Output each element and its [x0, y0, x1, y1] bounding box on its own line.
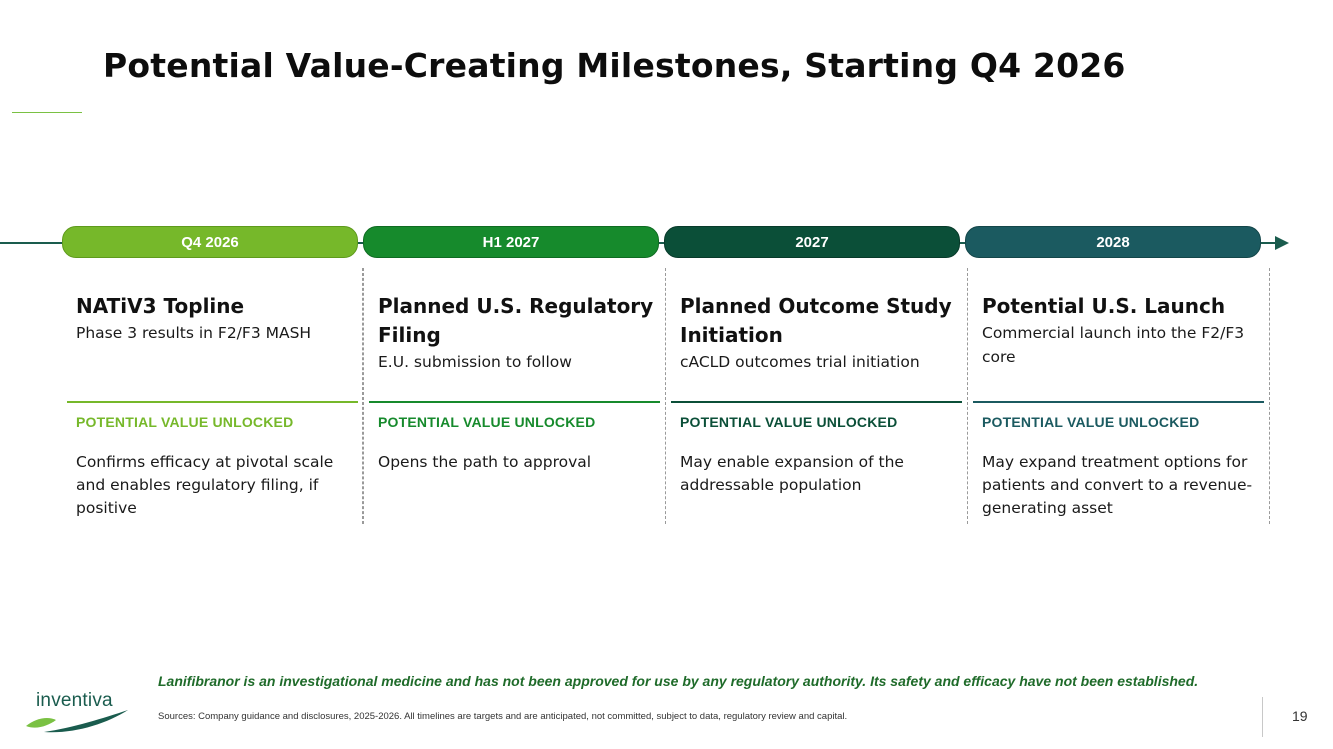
timeline-axis	[0, 224, 1333, 260]
value-description: May enable expansion of the addressable population	[680, 453, 904, 494]
milestone-column-4	[968, 268, 1270, 524]
value-unlocked-label: POTENTIAL VALUE UNLOCKED	[76, 414, 294, 430]
milestone-column-2	[364, 268, 666, 524]
milestone-heading: Planned Outcome Study Initiation	[680, 294, 952, 347]
milestone-heading: Planned U.S. Regulatory Filing	[378, 294, 654, 347]
milestone-heading: NATiV3 Topline	[76, 294, 245, 318]
milestone-column-1	[62, 268, 364, 524]
period-label: 2028	[1096, 233, 1130, 251]
timeline-arrow-icon	[1275, 236, 1289, 250]
value-description: Confirms efficacy at pivotal scale and enables regulatory filing, if positive	[76, 453, 334, 517]
page-number-divider	[1262, 697, 1263, 737]
section-separator	[671, 401, 962, 403]
period-label: Q4 2026	[181, 233, 239, 251]
section-separator	[973, 401, 1264, 403]
column-divider	[1269, 268, 1270, 524]
milestone-subtitle: Commercial launch into the F2/F3 core	[982, 324, 1245, 366]
milestone-subtitle: Phase 3 results in F2/F3 MASH	[76, 324, 312, 342]
value-description: May expand treatment options for patients and convert to a revenue-generating asset	[982, 453, 1253, 517]
section-separator	[369, 401, 660, 403]
value-unlocked-label: POTENTIAL VALUE UNLOCKED	[378, 414, 596, 430]
regulatory-disclaimer: Lanifibranor is an investigational medicine and has not been approved for use by any regulatory authority. Its safety and efficacy have not been established.	[158, 673, 1199, 689]
period-label: 2027	[795, 233, 829, 251]
slide-title: Potential Value-Creating Milestones, Starting Q4 2026	[103, 46, 1126, 85]
period-pill-2027	[664, 226, 960, 258]
milestone-subtitle: E.U. submission to follow	[378, 353, 572, 371]
value-unlocked-label: POTENTIAL VALUE UNLOCKED	[680, 414, 898, 430]
period-label: H1 2027	[482, 233, 540, 251]
period-pill-q4-2026	[62, 226, 358, 258]
section-separator	[67, 401, 358, 403]
milestone-column-3	[666, 268, 968, 524]
period-pill-2028	[965, 226, 1261, 258]
sources-note: Sources: Company guidance and disclosures, 2025-2026. All timelines are targets and are anticipated, not committed, subject to data, regulatory review and capital.	[158, 711, 848, 722]
period-pill-h1-2027	[363, 226, 659, 258]
logo-swoosh-icon	[22, 704, 132, 736]
title-accent-rule	[12, 112, 82, 113]
value-description: Opens the path to approval	[378, 453, 592, 471]
value-unlocked-label: POTENTIAL VALUE UNLOCKED	[982, 414, 1200, 430]
logo-wordmark: inventiva	[36, 690, 113, 711]
milestone-heading: Potential U.S. Launch	[982, 294, 1226, 318]
page-number: 19	[1292, 708, 1308, 724]
milestone-subtitle: cACLD outcomes trial initiation	[680, 353, 920, 371]
inventiva-logo	[22, 690, 132, 736]
